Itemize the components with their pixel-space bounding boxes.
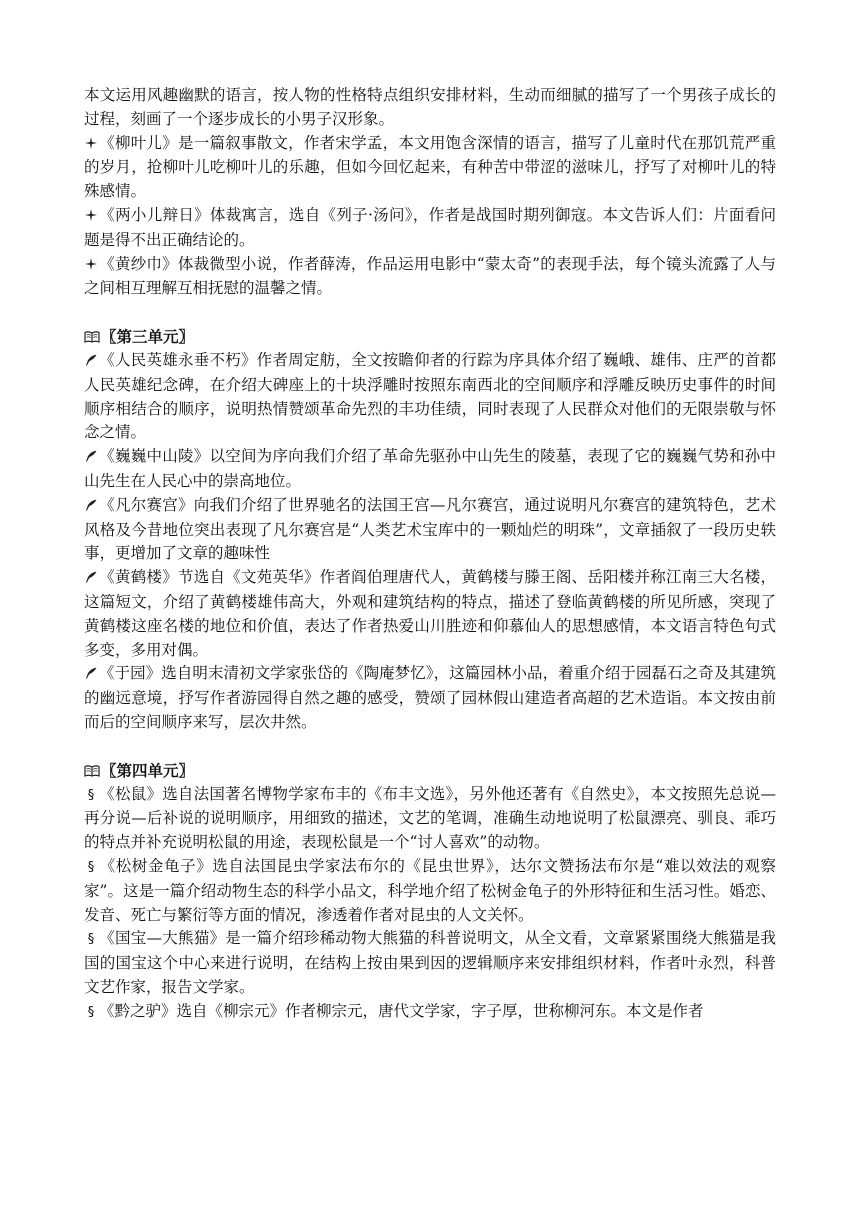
section-sign-icon: § bbox=[87, 859, 95, 875]
list-item-text: 《两小儿辩日》体裁寓言，选自《列子·汤问》，作者是战国时期列御寇。本文告诉人们：片面看问题是得不出正确结论的。 bbox=[84, 205, 776, 249]
open-book-icon bbox=[84, 331, 100, 343]
section-sign-icon: § bbox=[87, 932, 95, 948]
quill-pen-icon bbox=[84, 495, 98, 519]
section-sign-icon: § bbox=[87, 1004, 95, 1020]
quill-pen-icon bbox=[84, 567, 98, 591]
spacer bbox=[84, 735, 776, 759]
intro-paragraph: 本文运用风趣幽默的语言，按人物的性格特点组织安排材料，生动而细腻的描写了一个男孩子成长的过程，刻画了一个逐步成长的小男子汉形象。 bbox=[84, 86, 776, 128]
document-page bbox=[84, 84, 776, 1024]
list-item-text: 《凡尔赛宫》向我们介绍了世界驰名的法国王宫—凡尔赛宫，通过说明凡尔赛宫的建筑特色，艺术风格及今昔地位突出表现了凡尔赛宫是“人类艺术宝库中的一颗灿烂的明珠”，文章插叙了一段历史轶事，更增加了文章的趣味性 bbox=[84, 495, 776, 563]
list-item bbox=[84, 204, 776, 253]
list-item-text: 《黄鹤楼》节选自《文苑英华》作者阎伯理唐代人，黄鹤楼与滕王阁、岳阳楼并称江南三大名楼，这篇短文，介绍了黄鹤楼雄伟高大，外观和建筑结构的特点，描述了登临黄鹤楼的所见所感，突现了黄鹤楼这座名楼的地位和价值，表达了作者热爱山川胜迹和仰慕仙人的思想感情，本文语言特色句式多变，多用对偶。 bbox=[84, 568, 776, 659]
list-item bbox=[84, 566, 776, 662]
list-item bbox=[84, 927, 776, 999]
list-item-text: 《松鼠》选自法国著名博物学家布丰的《布丰文选》，另外他还著有《自然史》，本文按照先总说—再分说—后补说的说明顺序，用细致的描述，文艺的笔调，准确生动地说明了松鼠漂亮、驯良、乖巧的特点并补充说明松鼠的用途，表现松鼠是一个“讨人喜欢”的动物。 bbox=[84, 784, 776, 852]
list-item-text: 《于园》选自明末清初文学家张岱的《陶庵梦忆》，这篇园林小品，着重介绍于园磊石之奇及其建筑的幽远意境，抒写作者游园得自然之趣的感受，赞颂了园林假山建造者高超的艺术造诣。本文按由前而后的空间顺序来写，层次井然。 bbox=[84, 664, 776, 731]
four-point-star-icon bbox=[84, 205, 98, 229]
four-point-star-icon bbox=[84, 133, 98, 157]
quill-pen-icon bbox=[84, 446, 98, 470]
quill-pen-icon bbox=[84, 350, 98, 374]
list-item-text: 《柳叶儿》是一篇叙事散文，作者宋学孟，本文用饱含深情的语言，描写了儿童时代在那饥荒严重的岁月，抢柳叶儿吃柳叶儿的乐趣，但如今回忆起来，有种苦中带涩的滋味儿，抒写了对柳叶儿的特殊感情。 bbox=[84, 133, 776, 201]
list-item-text: 《黄纱巾》体裁微型小说，作者薛涛，作品运用电影中“蒙太奇”的表现手法，每个镜头流露了人与 之间相互理解互相抚慰的温馨之情。 bbox=[84, 254, 776, 298]
list-item-text: 《巍巍中山陵》以空间为序向我们介绍了革命先驱孙中山先生的陵墓，表现了它的巍巍气势和孙中山先生在人民心中的崇高地位。 bbox=[84, 447, 776, 490]
list-item bbox=[84, 349, 776, 445]
list-item bbox=[84, 662, 776, 734]
list-item bbox=[84, 855, 776, 927]
open-book-icon bbox=[84, 765, 100, 777]
four-point-star-icon bbox=[84, 254, 98, 278]
list-item-text: 《黔之驴》选自《柳宗元》作者柳宗元，唐代文学家，字子厚，世称柳河东。本文是作者 bbox=[99, 1001, 704, 1020]
unit4-heading-text: 〖第四单元〗 bbox=[101, 760, 195, 780]
spacer bbox=[84, 301, 776, 325]
quill-pen-icon bbox=[84, 663, 98, 687]
unit3-heading-text: 〖第三单元〗 bbox=[101, 327, 195, 347]
list-item-text: 《松树金龟子》选自法国昆虫学家法布尔的《昆虫世界》，达尔文赞扬法布尔是“难以效法的观察家”。这是一篇介绍动物生态的科学小品文，科学地介绍了松树金龟子的外形特征和生活习性。婚恋、发音、死亡与繁衍等方面的情况，渗透着作者对昆虫的人文关怀。 bbox=[84, 856, 776, 924]
list-item-text: 《国宝—大熊猫》是一篇介绍珍稀动物大熊猫的科普说明文，从全文看，文章紧紧围绕大熊猫是我国的国宝这个中心来进行说明，在结构上按由果到因的逻辑顺序来安排组织材料，作者叶永烈，科普文艺作家，报告文学家。 bbox=[84, 929, 776, 996]
section-sign-icon: § bbox=[87, 787, 95, 803]
list-item bbox=[84, 1000, 776, 1025]
list-item bbox=[84, 783, 776, 855]
list-item-text: 《人民英雄永垂不朽》作者周定舫，全文按瞻仰者的行踪为序具体介绍了巍峨、雄伟、庄严的首都人民英雄纪念碑，在介绍大碑座上的十块浮雕时按照东南西北的空间顺序和浮雕反映历史事件的时间顺序相结合的顺序，说明热情赞颂革命先烈的丰功佳绩，同时表现了人民群众对他们的无限崇敬与怀念之情。 bbox=[84, 350, 776, 442]
list-item bbox=[84, 494, 776, 566]
list-item bbox=[84, 132, 776, 204]
list-item bbox=[84, 445, 776, 494]
list-item bbox=[84, 253, 776, 302]
unit4-heading bbox=[84, 759, 776, 783]
unit3-heading bbox=[84, 325, 776, 349]
